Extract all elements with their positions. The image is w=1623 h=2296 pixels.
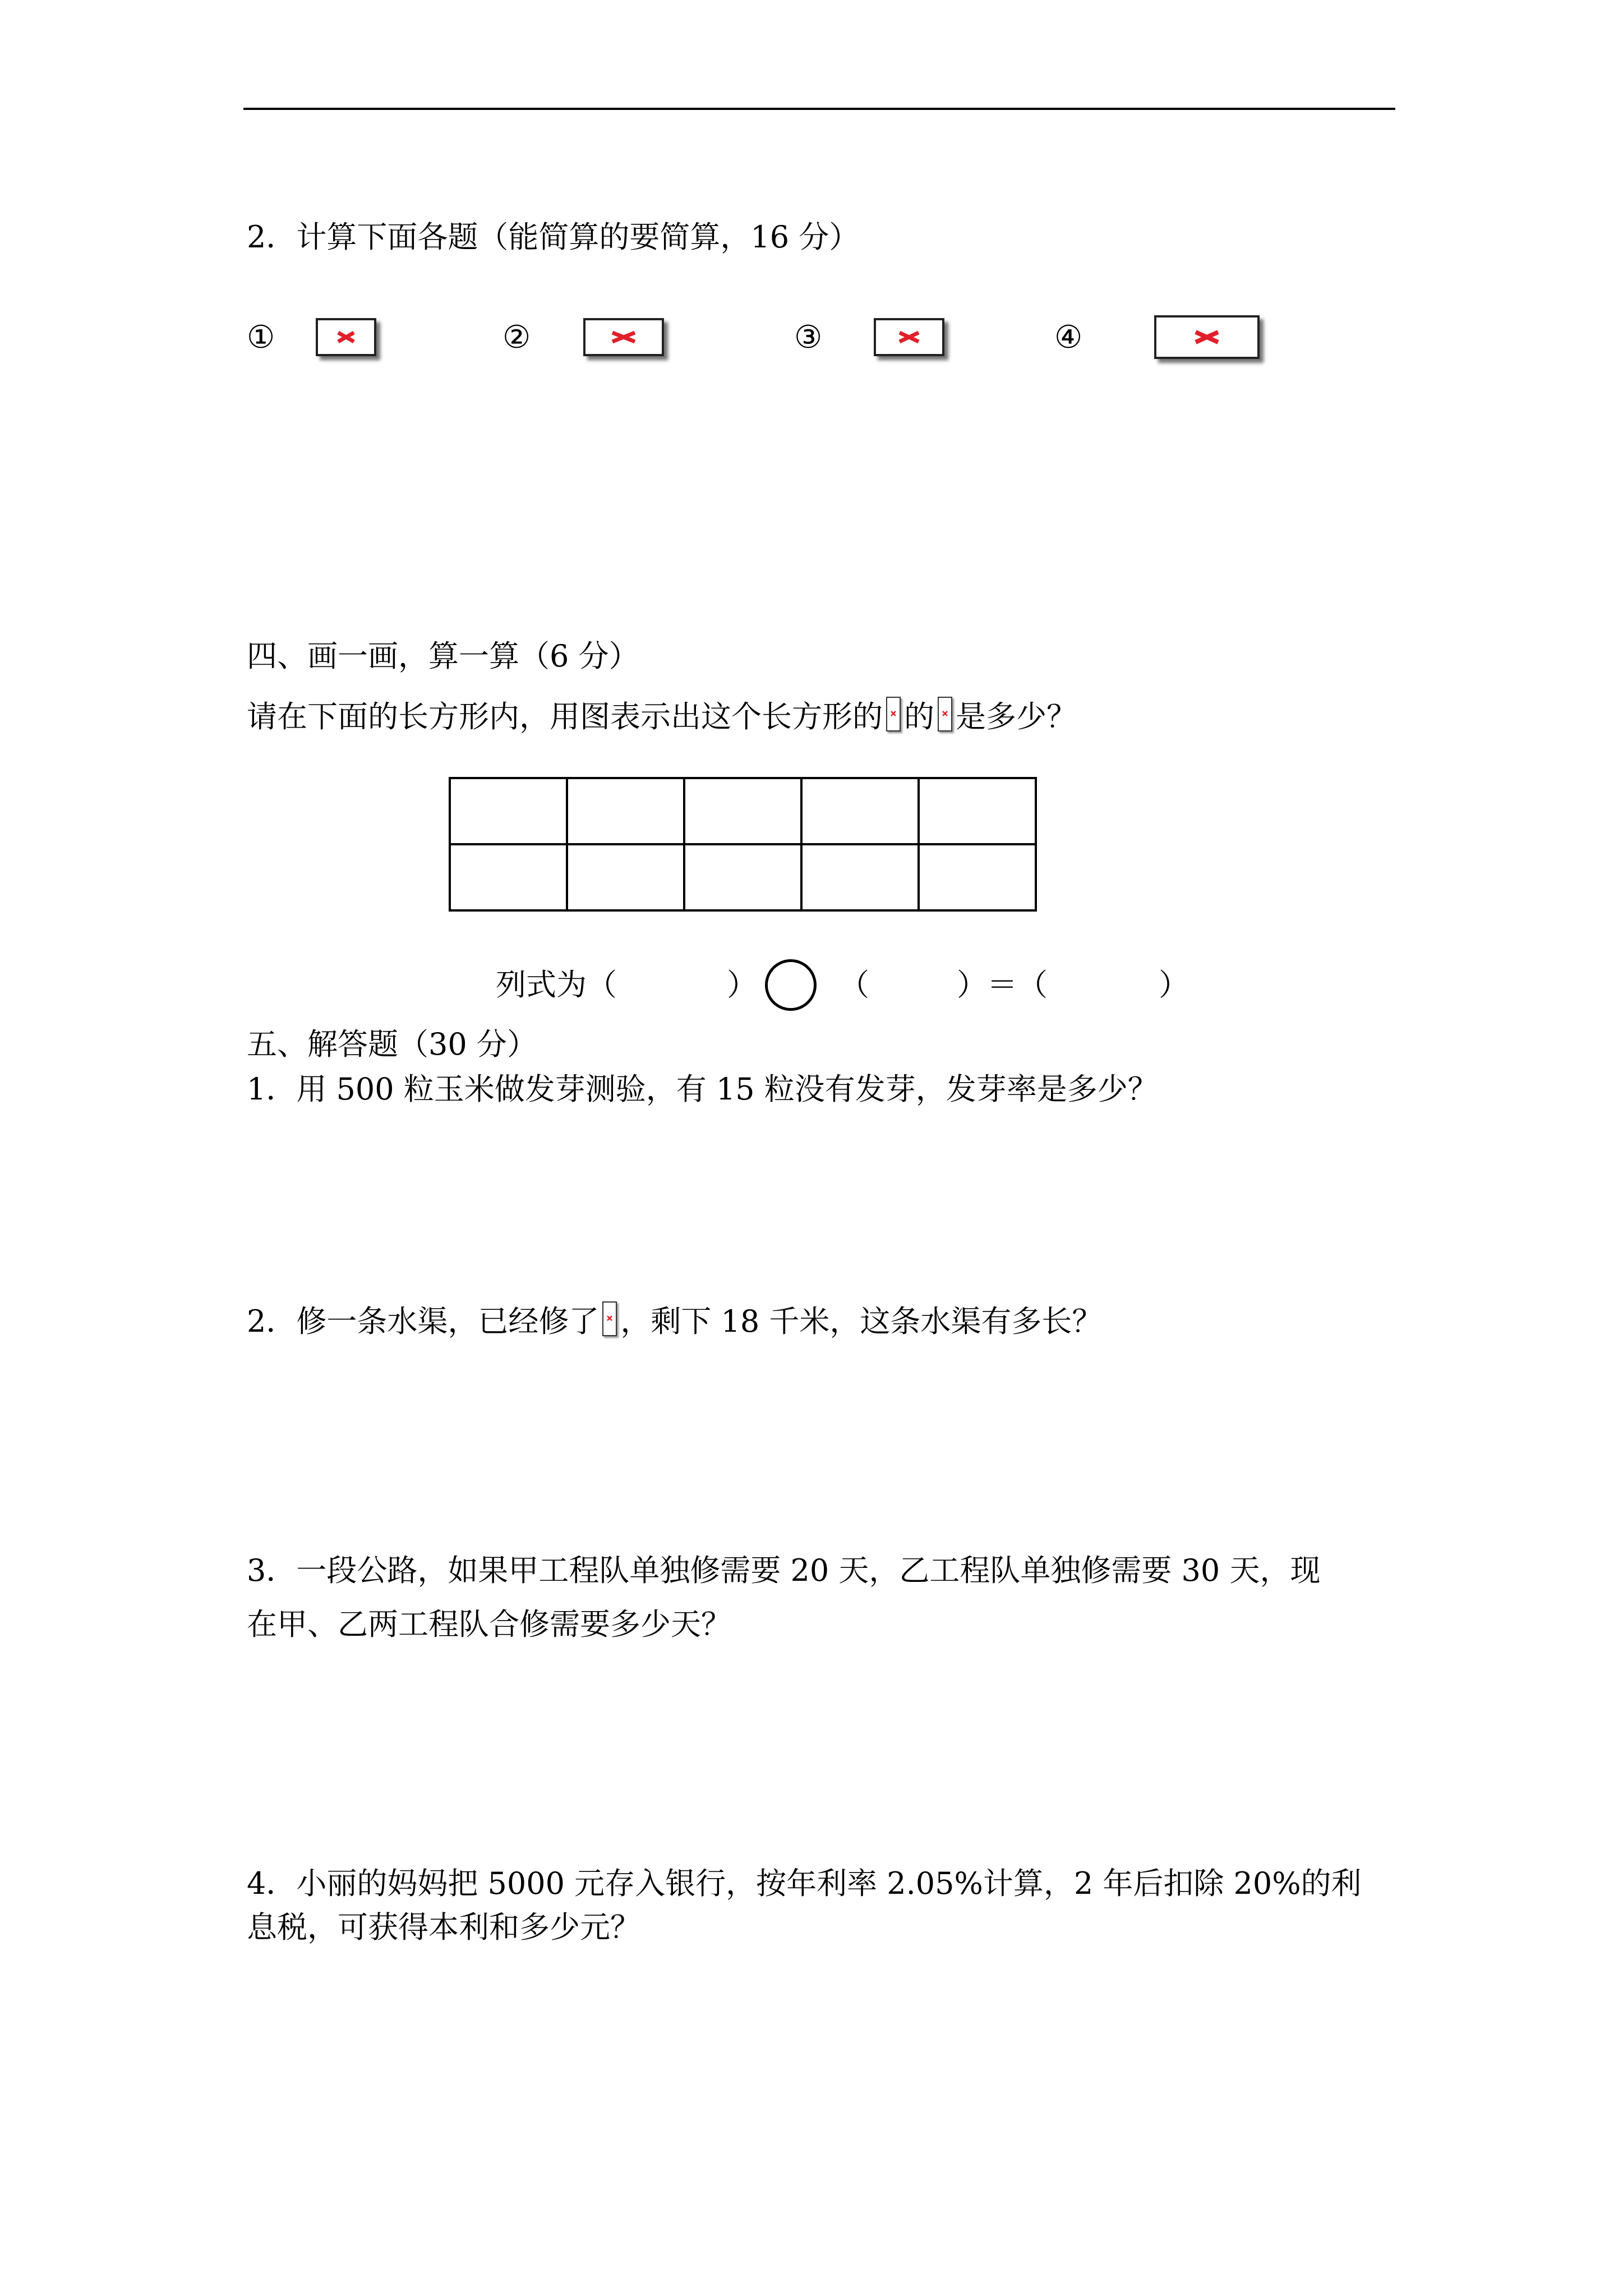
calc-item-4-marker: ④ [1054, 319, 1083, 356]
section-5-title: 五、解答题（30 分） [247, 1027, 537, 1062]
calc-item-3-marker: ③ [794, 319, 823, 356]
formula-paren-2-close-equals: ）＝（ [957, 967, 1048, 1002]
formula-paren-3-close: ） [1159, 967, 1189, 1002]
grid-cell [566, 843, 685, 912]
grid-cell [566, 777, 685, 845]
question-2-end: ，剩下 18 千米，这条水渠有多长？ [620, 1304, 1103, 1339]
section-4-prompt-mid: 的 [904, 699, 934, 734]
formula-paren-2-open: （ [839, 967, 869, 1002]
section-4-prompt-start: 请在下面的长方形内，用图表示出这个长方形的 [247, 699, 883, 734]
grid-cell [683, 843, 803, 912]
question-4-line-2: 息税，可获得本利和多少元？ [247, 1910, 640, 1945]
calc-item-1-image-icon [316, 318, 376, 356]
grid-cell [800, 777, 920, 845]
question-3-line-1: 3．一段公路，如果甲工程队单独修需要 20 天，乙工程队单独修需要 30 天，现 [247, 1553, 1321, 1588]
section-4-prompt [247, 694, 1077, 739]
operator-circle [765, 959, 817, 1011]
fraction-image-icon [886, 697, 901, 731]
fraction-image-icon [602, 1301, 617, 1336]
question-4-line-1: 4．小丽的妈妈把 5000 元存入银行，按年利率 2.05%计算，2 年后扣除 20%的利 [247, 1866, 1362, 1901]
calc-item-3-image-icon [874, 318, 944, 356]
section-4-title: 四、画一画，算一算（6 分） [247, 638, 639, 674]
question-1: 1．用 500 粒玉米做发芽测验，有 15 粒没有发芽，发芽率是多少？ [247, 1071, 1158, 1107]
header-rule [243, 108, 1395, 110]
grid-cell [449, 777, 568, 845]
question-2 [247, 1299, 1102, 1344]
question-3-line-2: 在甲、乙两工程队合修需要多少天？ [247, 1607, 731, 1642]
grid-cell [449, 843, 568, 912]
calc-item-4-image-icon [1154, 315, 1260, 359]
grid-cell [800, 843, 920, 912]
grid-cell [917, 843, 1037, 912]
section-4-prompt-end: 是多少？ [956, 699, 1077, 734]
calc-item-2-marker: ② [502, 319, 531, 356]
formula-label: 列式为（ [496, 967, 617, 1002]
fraction-image-icon [938, 697, 952, 731]
formula-paren-1-close: ） [727, 967, 757, 1002]
calc-item-1-marker: ① [247, 319, 275, 356]
calc-item-2-image-icon [583, 318, 664, 356]
calc-question-title: 2．计算下面各题（能简算的要简算，16 分） [247, 219, 860, 255]
grid-cell [683, 777, 803, 845]
question-2-start: 2．修一条水渠，已经修了 [247, 1304, 600, 1339]
grid-cell [917, 777, 1037, 845]
